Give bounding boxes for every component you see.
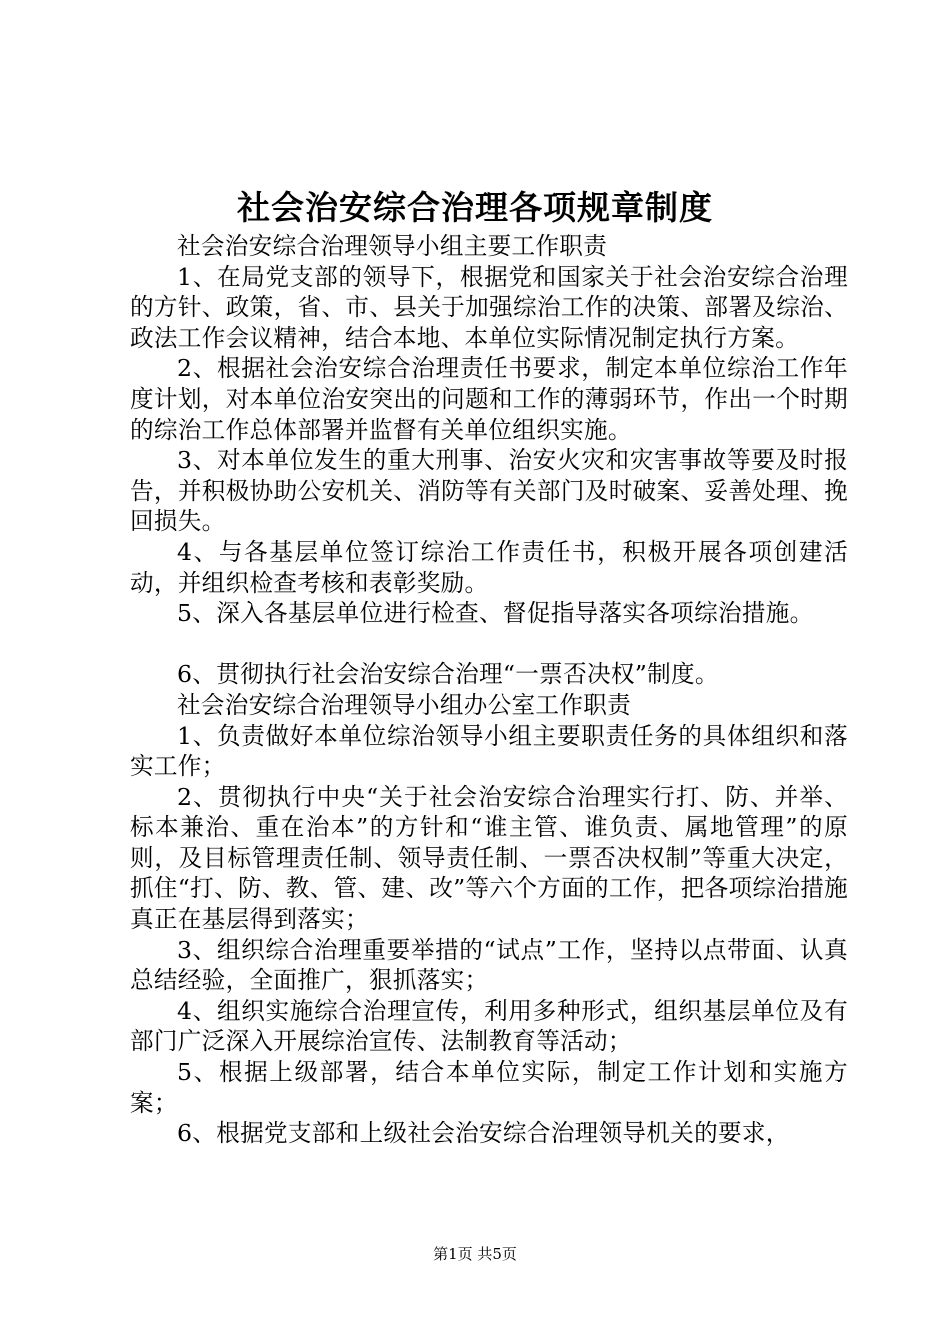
document-title: 社会治安综合治理各项规章制度	[237, 188, 713, 227]
paragraph-item-5: 5、深入各基层单位进行检查、督促指导落实各项综治措施。	[177, 599, 814, 628]
section-heading-leadership-duties: 社会治安综合治理领导小组主要工作职责	[177, 232, 608, 260]
document-body	[130, 231, 848, 1149]
paragraph-item-2: 2、根据社会治安综合治理责任书要求，制定本单位综治工作年度计划，对本单位治安突出的问题和工作的薄弱环节，作出一个时期的综治工作总体部署并监督有关单位组织实施。	[130, 354, 848, 444]
paragraph-item-1: 1、在局党支部的领导下，根据党和国家关于社会治安综合治理的方针、政策，省、市、县关于加强综治工作的决策、部署及综治、政法工作会议精神，结合本地、本单位实际情况制定执行方案。	[130, 262, 848, 352]
paragraph-item-3: 3、对本单位发生的重大刑事、治安火灾和灾害事故等要及时报告，并积极协助公安机关、消防等有关部门及时破案、妥善处理、挽回损失。	[130, 446, 848, 536]
paragraph-item-4: 4、与各基层单位签订综治工作责任书，积极开展各项创建活动，并组织检查考核和表彰奖励。	[130, 537, 848, 597]
section-heading-office-duties: 社会治安综合治理领导小组办公室工作职责	[177, 690, 631, 719]
office-paragraph-item-3: 3、组织综合治理重要举措的“试点”工作，坚持以点带面、认真总结经验，全面推广，狠抓落实；	[130, 935, 848, 995]
paragraph-item-6: 6、贯彻执行社会治安综合治理“一票否决权”制度。	[177, 660, 719, 689]
office-paragraph-item-2: 2、贯彻执行中央“关于社会治安综合治理实行打、防、并举、标本兼治、重在治本”的方针和“谁主管、谁负责、属地管理”的原则，及目标管理责任制、领导责任制、一票否决权制”等重大决定，抓住“打、防、教、管、建、改”等六个方面的工作，把各项综治措施真正在基层得到落实；	[130, 782, 848, 934]
office-paragraph-item-4: 4、组织实施综合治理宣传，利用多种形式，组织基层单位及有部门广泛深入开展综治宣传、法制教育等活动；	[130, 996, 848, 1056]
office-paragraph-item-5: 5、根据上级部署，结合本单位实际，制定工作计划和实施方案；	[130, 1058, 848, 1117]
office-paragraph-item-6: 6、根据党支部和上级社会治安综合治理领导机关的要求，	[177, 1119, 790, 1148]
page-footer: 第1页 共5页	[433, 1245, 517, 1263]
office-paragraph-item-1: 1、负责做好本单位综治领导小组主要职责任务的具体组织和落实工作；	[130, 721, 848, 781]
